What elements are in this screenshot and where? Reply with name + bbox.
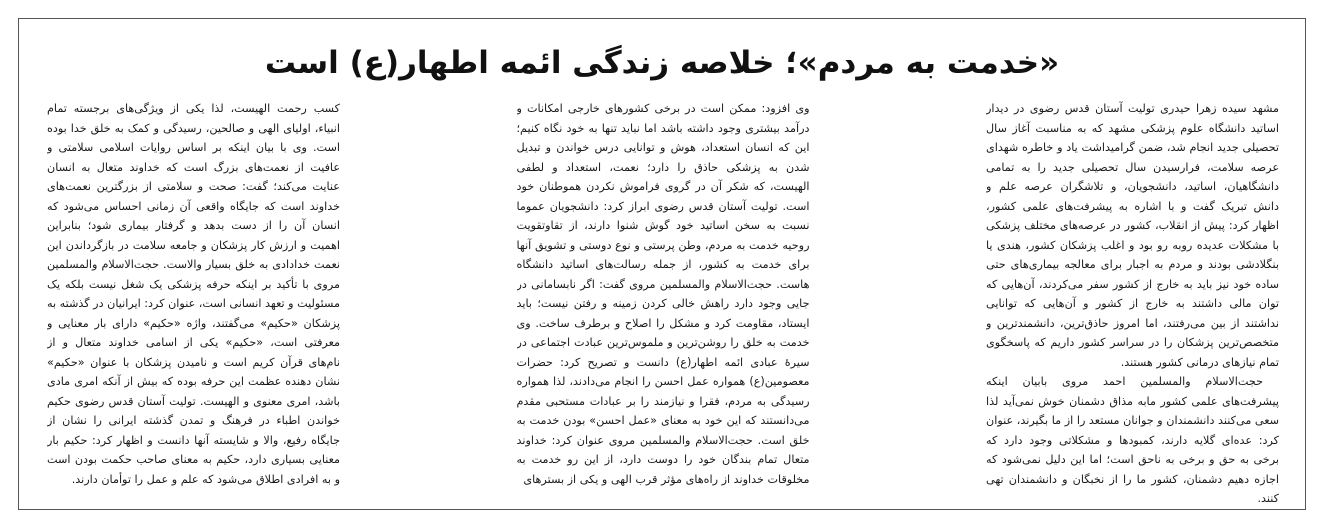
article-column-2 xyxy=(517,99,810,507)
article-column-3 xyxy=(47,99,340,507)
column-1-paragraph-2: حجت‌الاسلام والمسلمین احمد مروی بابیان اینکه پیشرفت‌های علمی کشور مابه مذاق دشمنان خوش نمی‌آید لذا سعی می‌کنند دانشمندان و جوانان مستعد را از ما بگیرند، عنوان کرد: عده‌ای گلایه دارند، کمبودها و مشکلاتی وجود دارد که برخی به حق و برخی به ناحق است؛ اما این دلیل نمی‌شود که اجازه دهیم دشمنان، کشور ما را از نخبگان و دانشمندان تهی کنند. xyxy=(986,375,1279,505)
column-3-paragraph-1: کسب رحمت الهیست، لذا یکی از ویژگی‌های برجسته تمام انبیاء، اولیای الهی و صالحین، رسیدگی و کمک به خلق خدا بوده است. وی با بیان اینکه بر اساس روایات اسلامی سلامتی و عافیت از نعمت‌های بزرگ است که خداوند متعال به انسان عنایت می‌کند؛ گفت: صحت و سلامتی از بزرگترین نعمت‌های خداوند است که جایگاه واقعی آن زمانی احساس می‌شود که انسان آن را از دست بدهد و گرفتار بیماری شود؛ بنابراین اهمیت و ارزش کار پزشکان و جامعه سلامت در بازگرداندن این نعمت خدادادی به خلق بسیار والاست. حجت‌الاسلام والمسلمین مروی با تأکید بر اینکه حرفه پزشکی یک شغل نیست بلکه یک مسئولیت و تعهد انسانی است، عنوان کرد: ایرانیان در گذشته به پزشکان «حکیم» می‌گفتند، واژه «حکیم» دارای بار معنایی و معرفتی است، «حکیم» یکی از اسامی خداوند متعال و از نام‌های قرآن کریم است و نامیدن پزشکان با عنوان «حکیم» نشان دهنده عظمت این حرفه بوده که بیش از آنکه امری مادی باشد، امری معنوی و الهیست. تولیت آستان قدس رضوی حکیم خواندن اطباء در فرهنگ و تمدن گذشته ایرانی را نشان از جایگاه رفیع، والا و شایسته آنها دانست و اظهار کرد: حکیم بار معنایی بسیاری دارد، حکیم به معنای صاحب حکمت بودن است و به افرادی اطلاق می‌شود که علم و عمل را توأمان دارند. xyxy=(47,102,340,486)
article-column-1 xyxy=(986,99,1279,507)
column-1-paragraph-1: مشهد سیده زهرا حیدری تولیت آستان قدس رضوی در دیدار اساتید دانشگاه علوم پزشکی مشهد که به مناسبت آغاز سال تحصیلی جدید انجام شد، ضمن گرامیداشت یاد و خاطره شهدای عرصه سلامت، فرارسیدن سال تحصیلی جدید را به تمامی دانشگاهیان، اساتید، دانشجویان، و تلاشگران عرصه علم و دانش تبریک گفت و با اشاره به پیشرفت‌های علمی کشور، اظهار کرد: پیش از انقلاب، کشور در عرصه‌های مختلف پزشکی با مشکلات عدیده روبه رو بود و اغلب پزشکان کشور، هندی یا بنگلادشی بودند و مردم به اجبار برای معالجه بیماری‌های حتی ساده خود نیز باید به خارج از کشور سفر می‌کردند، آن‌هایی که توان مالی داشتند به خارج از کشور و آن‌هایی که توانایی نداشتند از بین می‌رفتند، اما امروز حاذق‌ترین، دانشمندترین و متخصص‌ترین پزشکان را در سراسر کشور داریم که پاسخگوی تمام نیازهای درمانی کشور هستند. xyxy=(986,102,1279,369)
article-columns xyxy=(47,99,1279,507)
article-headline: «خدمت به مردم»؛ خلاصه زندگی ائمه اطهار(ع) است xyxy=(264,45,1060,81)
column-2-paragraph-1: وی افزود: ممکن است در برخی کشورهای خارجی امکانات و درآمد بیشتری وجود داشته باشد اما نباید تنها به خود نگاه کنیم؛ این که انسان استعداد، هوش و توانایی درس خواندن و تبدیل شدن به پزشکی حاذق را دارد؛ نعمت، استعداد و لطفی الهیست، که شکر آن در گروی فراموش نکردن هموطنان خود است. تولیت آستان قدس رضوی ابراز کرد: دانشجویان عموما نسبت به سخن اساتید خود گوش شنوا دارند، از تقاوتقویت روحیه خدمت به مردم، وطن پرستی و نوع دوستی و تشویق آنها برای خدمت به کشور، از جمله رسالت‌های اساتید دانشگاه هاست. حجت‌الاسلام والمسلمین مروی گفت: اگر نابسامانی در جایی وجود دارد راهش خالی کردن زمینه و رفتن نیست؛ باید ایستاد، مقاومت کرد و مشکل را اصلاح و برطرف ساخت. وی خدمت به خلق را روشن‌ترین و ملموس‌ترین عبادت اجتماعی در سیرهٔ عبادی ائمه اطهار(ع) دانست و تصریح کرد: حضرات معصومین(ع) همواره عمل احسن را انجام می‌دادند، لذا همواره رسیدگی به مردم، فقرا و نیازمند را بر عبادات مستحبی مقدم می‌دانستند که این خود به معنای «عمل احسن» بودن خدمت به خلق است. حجت‌الاسلام والمسلمین مروی عنوان کرد: خداوند متعال تمام بندگان خود را دوست دارد، از این رو خدمت به مخلوقات خداوند از راه‌های مؤثر قرب الهی و یکی از بسترهای xyxy=(516,102,810,486)
article-frame xyxy=(18,18,1306,510)
